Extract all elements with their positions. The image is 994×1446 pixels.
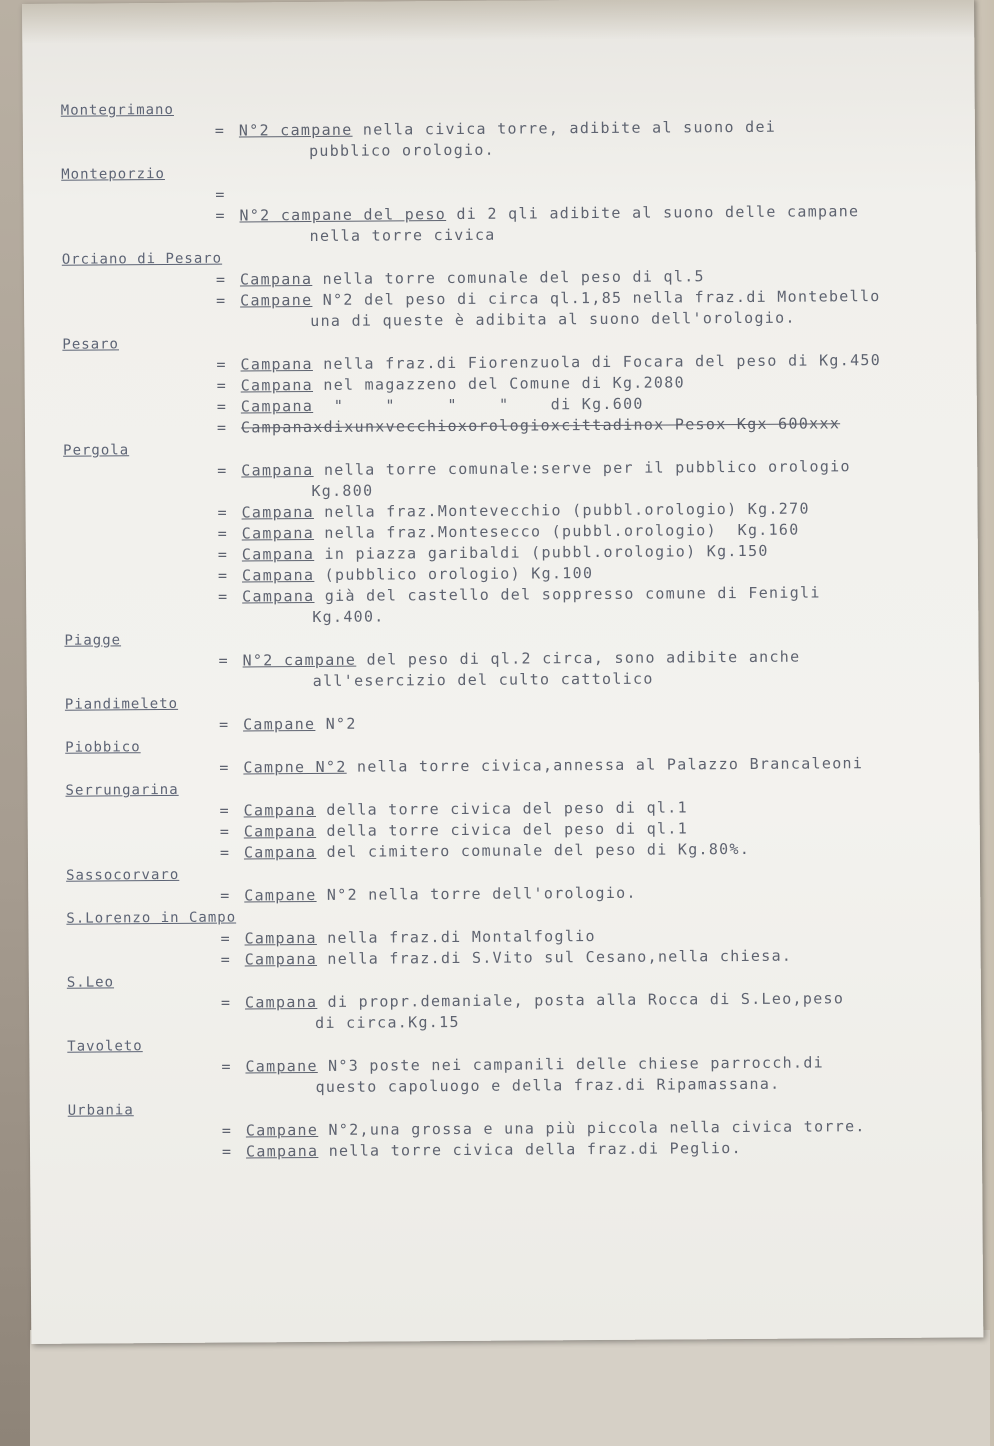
bell-type: Campane [245,1056,318,1076]
bell-description-continued: una di queste è adibita al suono dell'orologio. [310,308,796,330]
dash-marker: = [220,929,231,948]
dash-marker: = [221,1121,233,1140]
bell-type: Campana [240,396,314,416]
bell-description: nella fraz.di Montalfoglio [316,927,596,947]
place-name: Tavoleto [67,1038,143,1055]
place-name: Piagge [64,632,122,649]
place-name: S.Lorenzo in Campo [66,909,237,927]
dash-marker: = [215,185,226,204]
bell-type: Campane [240,290,313,310]
bell-description: già del castello del soppresso comune di Fenigli [314,583,821,605]
place-entry [68,1093,968,1163]
place-entry [62,327,963,439]
place-entry [66,858,966,907]
bell-description: in piazza garibaldi (pubbl.orologio) Kg.150 [314,541,769,563]
bell-description: nella torre comunale:serve per il pubblico orologio [313,457,851,479]
dash-marker: = [220,993,232,1012]
dash-marker: = [216,397,228,416]
typed-document-page [22,0,983,1344]
bell-description: N°2 del peso di circa ql.1,85 nella fraz.di Montebello [312,287,881,309]
place-entry [61,93,961,163]
bell-description-continued: Kg.800 [311,481,374,500]
bell-description-continued: pubblico orologio. [308,140,496,160]
bell-type: Campana [243,821,317,841]
bell-description: N°2 nella torre dell'orologio. [316,883,637,904]
place-name: S.Leo [66,974,115,991]
place-entry [64,623,964,693]
place-entry [61,157,962,248]
bell-type: N°2 campane [242,650,357,670]
bell-description: della torre civica del peso di ql.1 [315,798,688,819]
bell-type: Campane [244,885,317,905]
dash-marker: = [216,355,227,374]
place-name: Piobbico [65,739,141,756]
place-name: Pesaro [62,336,120,353]
bell-type: Campane [245,1120,319,1140]
bell-description-continued: nella torre civica [309,225,496,245]
dash-marker: = [217,503,228,522]
place-name: Sassocorvaro [66,866,180,884]
bell-description: nella fraz.di S.Vito sul Cesano,nella chiesa. [316,946,793,968]
bell-type: Campana [242,586,315,606]
dash-marker: = [219,822,231,841]
place-name: Serrungarina [65,781,179,799]
bell-description: nella fraz.di Fiorenzuola di Focara del peso di Kg.450 [312,351,882,373]
place-name: Orciano di Pesaro [61,250,223,268]
dash-marker: = [216,418,228,437]
place-name: Pergola [63,442,130,459]
bell-description-continued: di circa.Kg.15 [315,1012,460,1032]
bell-description: di propr.demaniale, posta alla Rocca di S.Leo,peso [317,989,845,1011]
dash-marker: = [215,206,226,225]
dash-marker: = [215,270,227,289]
place-name: Montegrimano [60,101,174,119]
bell-description: N°3 poste nei campanili delle chiese parrocch.di [317,1053,825,1075]
dash-marker: = [217,461,228,480]
place-entry [67,965,967,1035]
bell-description: N°2,una grossa e una più piccola nella civica torre. [318,1117,866,1139]
bell-type: Campana [243,800,317,820]
bell-description: del cimitero comunale del peso di Kg.80%. [316,839,751,861]
place-entry [65,730,965,779]
bell-type: Campana [243,842,317,862]
bell-description: nella fraz.Montesecco (pubbl.orologio) Kg.160 [313,520,800,542]
bell-description: nella torre civica,annessa al Palazzo Brancaleoni [346,754,864,776]
place-entry [65,687,965,736]
dash-marker: = [217,566,229,585]
underlying-sheet [30,1330,990,1446]
bell-type: Campana [241,523,315,543]
bell-description: della torre civica del peso di ql.1 [316,819,689,840]
bell-description: nella fraz.Montevecchio (pubbl.orologio) Kg.270 [313,499,810,521]
dash-marker: = [214,121,226,140]
bell-description-continued: questo capoluogo e della fraz.di Ripamassana. [315,1074,781,1096]
bell-description: Campanaxdixunxvecchioxorologioxcittadinox Pesox Kgx 600xxx [240,414,841,437]
bell-description: N°2 [315,714,357,733]
bell-type: Campne N°2 [243,757,347,777]
bell-type: Campana [244,992,318,1012]
bell-type: Campana [245,1141,319,1161]
bell-type: Campana [244,928,317,948]
bell-description: (pubblico orologio) Kg.100 [314,564,594,584]
bell-description: del peso di ql.2 circa, sono adibite anche [356,647,801,669]
bell-type: Campana [244,949,318,969]
bell-type: Campana [241,460,314,480]
place-entry [66,901,966,971]
dash-marker: = [218,587,229,606]
dash-marker: = [217,545,229,564]
dash-marker: = [220,886,231,905]
bell-type: Campana [241,502,314,522]
bell-type: Campane [242,714,316,734]
place-entry [63,433,964,629]
dash-marker: = [219,801,231,820]
dash-marker: = [219,843,231,862]
dash-marker: = [216,376,228,395]
place-name: Monteporzio [61,166,165,183]
dash-marker: = [217,524,229,543]
dash-marker: = [220,950,232,969]
bell-type: Campana [241,544,315,564]
bell-description: nella civica torre, adibite al suono dei [352,117,777,139]
dash-marker: = [221,1057,232,1076]
place-name: Piandimeleto [64,695,179,713]
dash-marker: = [218,715,230,734]
bell-description: nella torre comunale del peso di ql.5 [312,267,705,288]
bell-description-continued: Kg.400. [312,607,385,626]
place-entry [67,1029,967,1099]
place-name: Urbania [67,1102,134,1119]
bell-description-continued: all'esercizio del culto cattolico [312,669,654,690]
bell-inventory-list [61,93,968,1163]
bell-description: " " " " di Kg.600 [313,394,644,415]
bell-description: di 2 qli adibite al suono delle campane [446,202,860,224]
dash-marker: = [219,758,230,777]
place-entry [62,242,963,333]
bell-type: N°2 campane [238,120,353,140]
bell-type: Campana [240,354,313,374]
bell-type: Campana [239,269,313,289]
bell-type: N°2 campane del peso [239,205,447,225]
dash-marker: = [221,1142,233,1161]
bell-type: Campana [241,565,315,585]
place-entry [65,773,966,864]
bell-description: nella torre civica della fraz.di Peglio. [318,1139,742,1160]
bell-description: nel magazzeno del Comune di Kg.2080 [312,373,685,394]
bell-type: Campana [240,375,314,395]
dash-marker: = [216,291,227,310]
dash-marker: = [218,651,229,670]
